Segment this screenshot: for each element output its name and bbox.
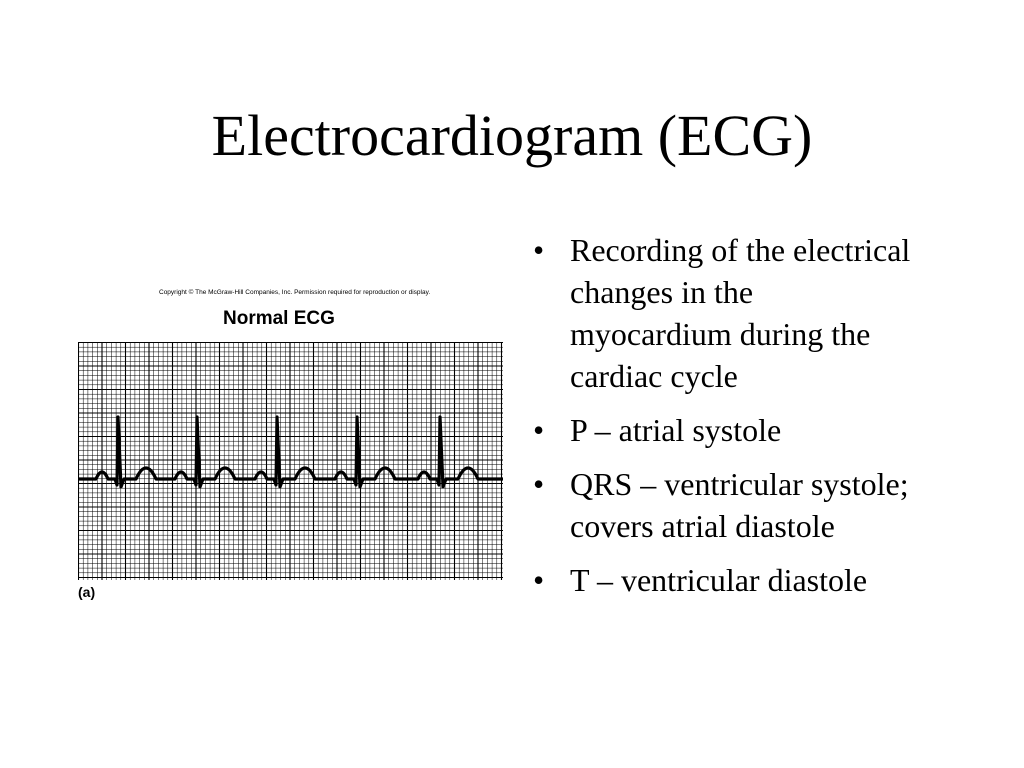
figure-title: Normal ECG — [223, 308, 335, 329]
bullet-text: P – atrial systole — [570, 412, 782, 448]
bullet-marker: • — [533, 562, 545, 598]
figure-label: (a) — [78, 584, 96, 600]
bullet-list — [533, 229, 913, 613]
bullet-item-t-wave — [533, 559, 913, 601]
figure-copyright: Copyright © The McGraw-Hill Companies, Inc. Permission required for reproduction or display. — [159, 289, 431, 296]
bullet-text: Recording of the electrical changes in the myocardium during the cardiac cycle — [570, 232, 911, 394]
bullet-item-qrs-complex — [533, 463, 913, 547]
bullet-marker: • — [533, 412, 545, 448]
bullet-marker: • — [533, 232, 545, 268]
bullet-text: QRS – ventricular systole; covers atrial diastole — [570, 466, 909, 544]
ecg-figure — [78, 288, 503, 604]
bullet-item-p-wave — [533, 409, 913, 451]
bullet-item-recording — [533, 229, 913, 397]
ecg-grid-trace-image — [78, 342, 503, 580]
slide-title: Electrocardiogram (ECG) — [211, 103, 813, 168]
bullet-marker: • — [533, 466, 545, 502]
bullet-text: T – ventricular diastole — [570, 562, 868, 598]
